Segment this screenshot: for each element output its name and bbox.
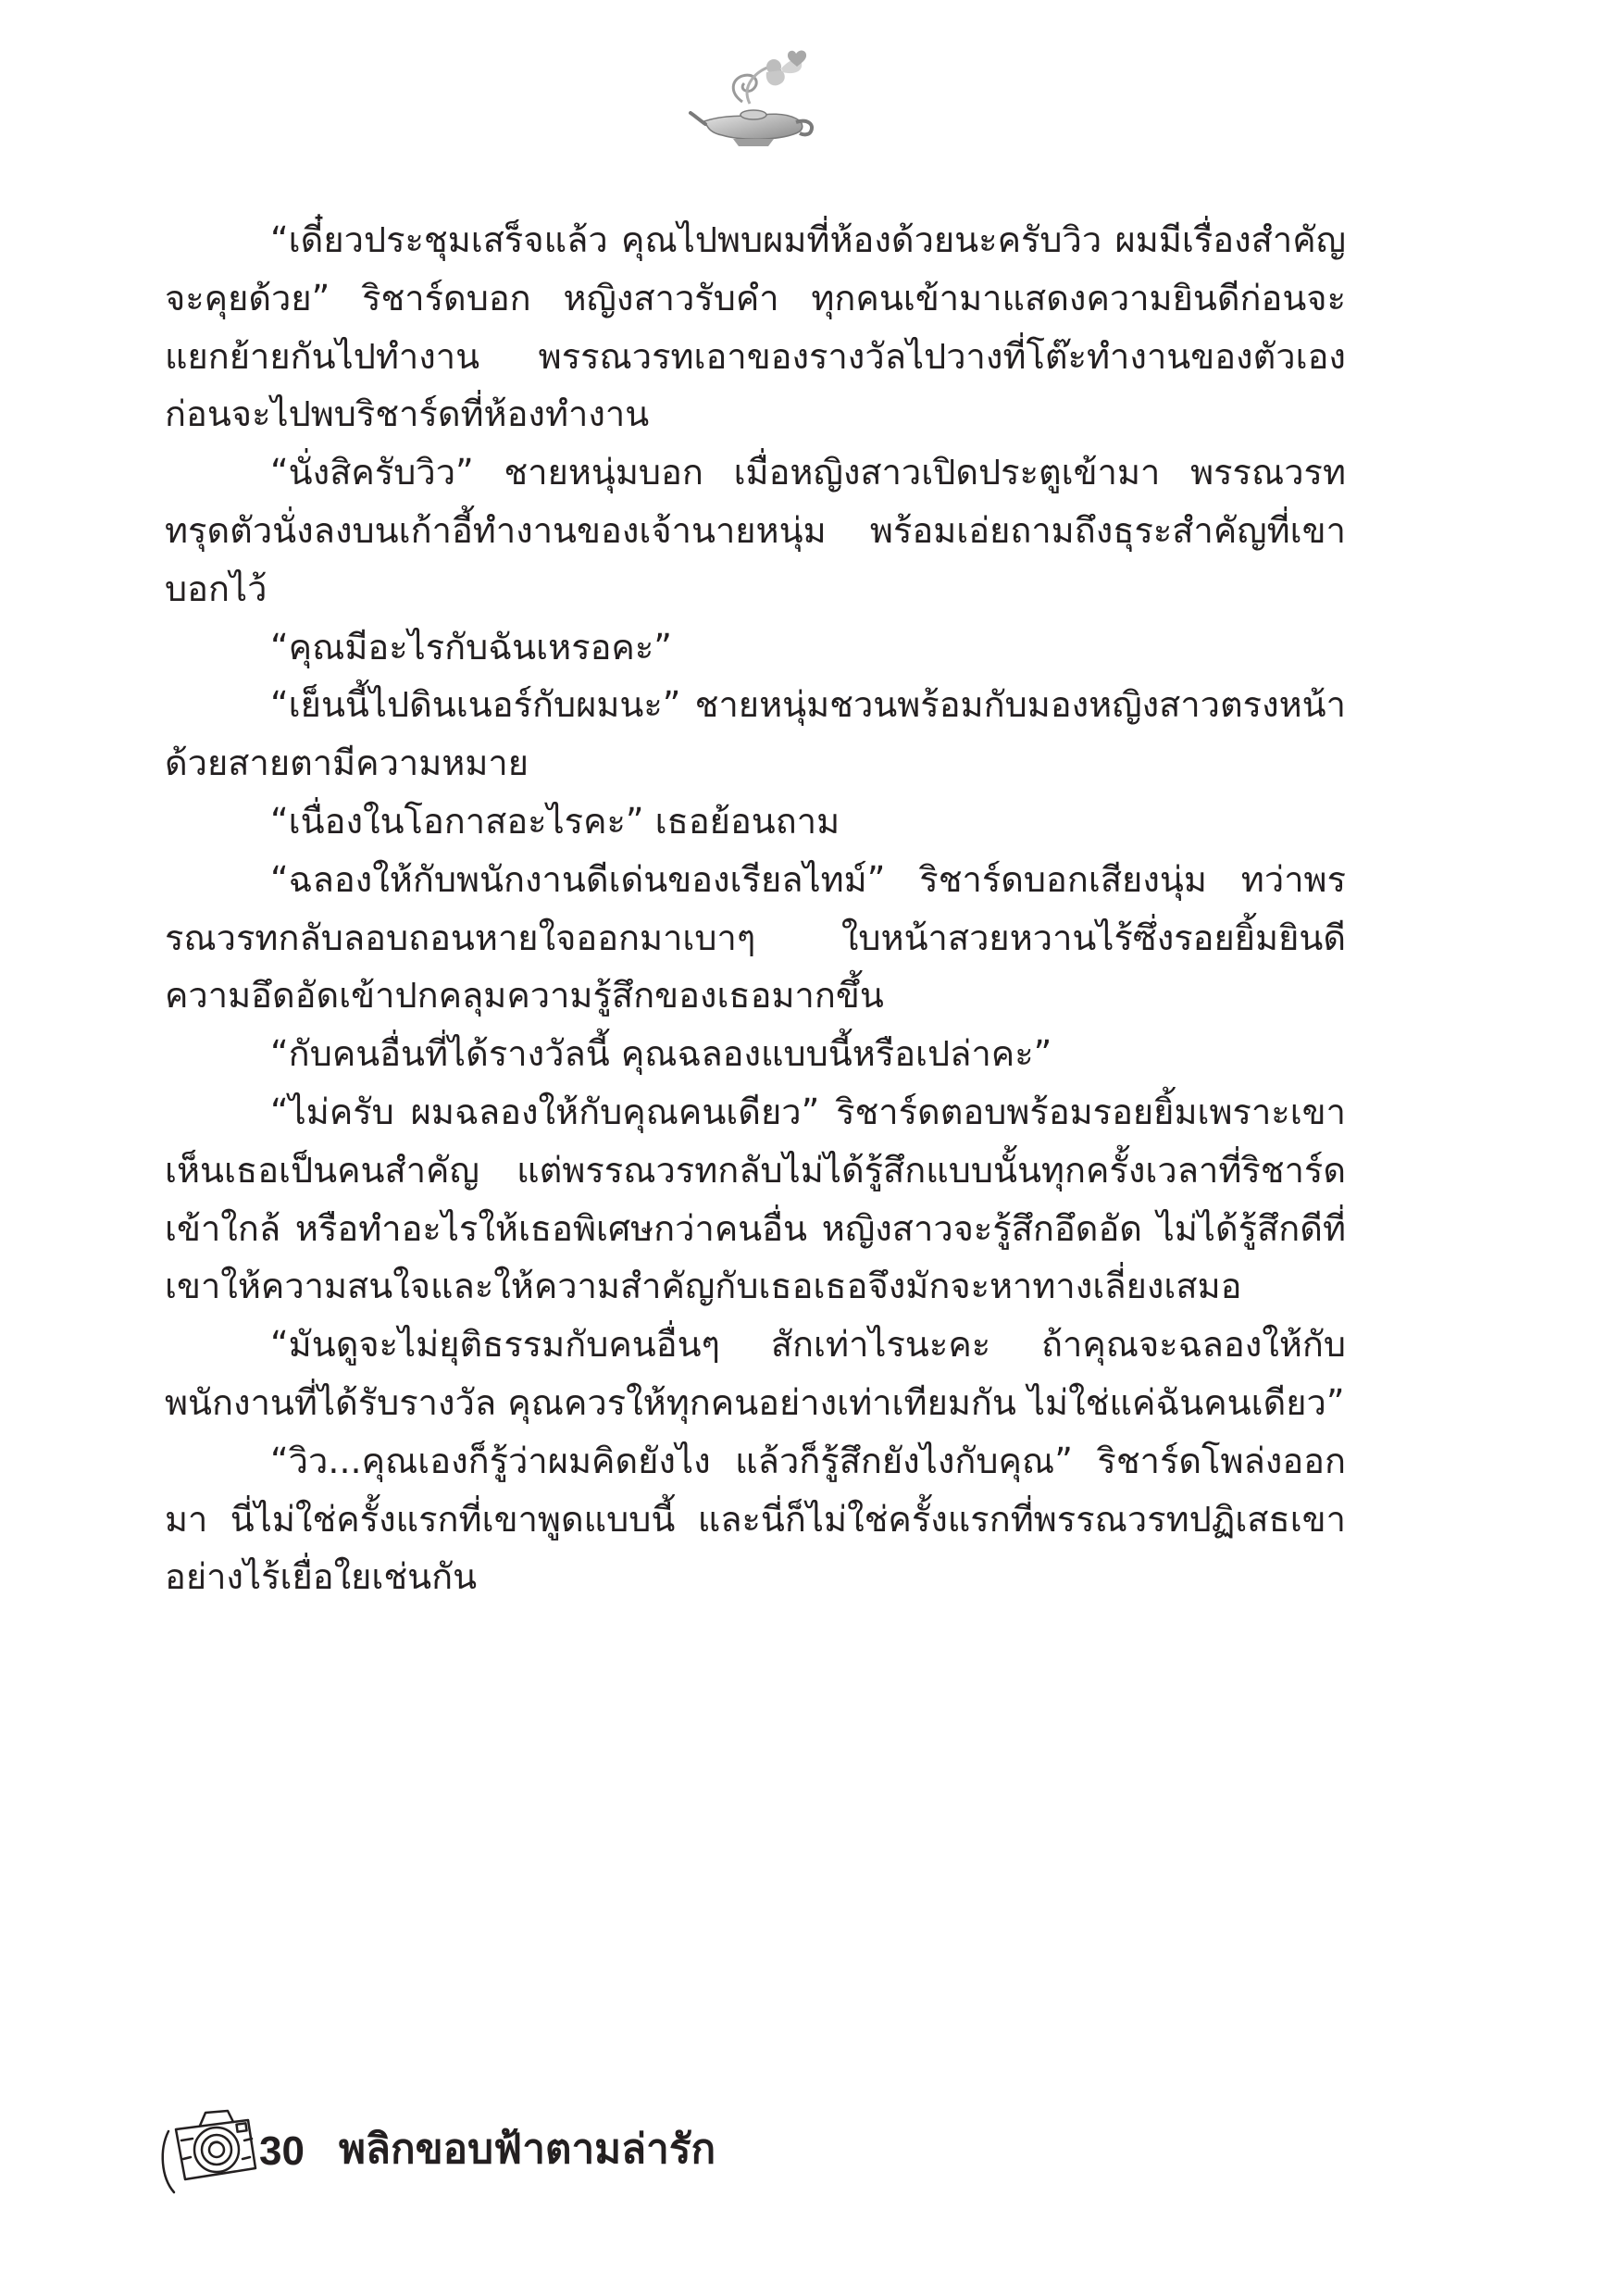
page-number: 30 [259,2128,305,2174]
paragraph: “มันดูจะไม่ยุติธรรมกับคนอื่นๆ สักเท่าไรนะคะ ถ้าคุณจะฉลองให้กับพนักงานที่ได้รับรางวัล คุณควรให้ทุกคนอย่างเท่าเทียมกัน ไม่ใช่แค่ฉันคนเดียว” [165,1324,1346,1423]
paragraph: “คุณมีอะไรกับฉันเหรอคะ” [270,626,672,668]
book-title: พลิกขอบฟ้าตามล่ารัก [339,2126,716,2173]
paragraph: “นั่งสิครับวิว” ชายหนุ่มบอก เมื่อหญิงสาวเปิดประตูเข้ามา พรรณวรททรุดตัวนั่งลงบนเก้าอี้ทำงานของเจ้านายหนุ่ม พร้อมเอ่ยถามถึงธุระสำคัญที่เขาบอกไว้ [165,452,1346,609]
page-footer [156,2100,989,2211]
body-text [165,211,1346,1606]
paragraph: “เย็นนี้ไปดินเนอร์กับผมนะ” ชายหนุ่มชวนพร้อมกับมองหญิงสาวตรงหน้าด้วยสายตามีความหมาย [165,684,1346,784]
paragraph: “ฉลองให้กับพนักงานดีเด่นของเรียลไทม์” ริชาร์ดบอกเสียงนุ่ม ทว่าพรรณวรทกลับลอบถอนหายใจออกมาเบาๆ ใบหน้าสวยหวานไร้ซึ่งรอยยิ้มยินดี ความอึดอัดเข้าปกคลุมความรู้สึกของเธอมากขึ้น [165,858,1346,1017]
paragraph: “กับคนอื่นที่ได้รางวัลนี้ คุณฉลองแบบนี้หรือเปล่าคะ” [270,1033,1052,1075]
paragraph: “วิว...คุณเองก็รู้ว่าผมคิดยังไง แล้วก็รู้สึกยังไงกับคุณ” ริชาร์ดโพล่งออกมา นี่ไม่ใช่ครั้งแรกที่เขาพูดแบบนี้ และนี่ก็ไม่ใช่ครั้งแรกที่พรรณวรทปฏิเสธเขาอย่างไร้เยื่อใยเช่นกัน [165,1440,1346,1598]
paragraph: “ไม่ครับ ผมฉลองให้กับคุณคนเดียว” ริชาร์ดตอบพร้อมรอยยิ้มเพราะเขาเห็นเธอเป็นคนสำคัญ แต่พรรณวรทกลับไม่ได้รู้สึกแบบนั้นทุกครั้งเวลาที่ริชาร์ดเข้าใกล้ หรือทำอะไรให้เธอพิเศษกว่าคนอื่น หญิงสาวจะรู้สึกอึดอัด ไม่ได้รู้สึกดีที่เขาให้ความสนใจและให้ความสำคัญกับเธอเธอจึงมักจะหาทางเลี่ยงเสมอ [165,1091,1346,1307]
paragraph: “เนื่องในโอกาสอะไรคะ” เธอย้อนถาม [270,800,840,842]
camera-sketch-icon [156,2103,276,2205]
genie-lamp-with-cupid-icon [685,48,824,150]
paragraph: “เดี๋ยวประชุมเสร็จแล้ว คุณไปพบผมที่ห้องด้วยนะครับวิว ผมมีเรื่องสำคัญจะคุยด้วย” ริชาร์ดบอก หญิงสาวรับคำ ทุกคนเข้ามาแสดงความยินดีก่อนจะแยกย้ายกันไปทำงาน พรรณวรทเอาของรางวัลไปวางที่โต๊ะทำงานของตัวเอง ก่อนจะไปพบริชาร์ดที่ห้องทำงาน [165,219,1346,435]
